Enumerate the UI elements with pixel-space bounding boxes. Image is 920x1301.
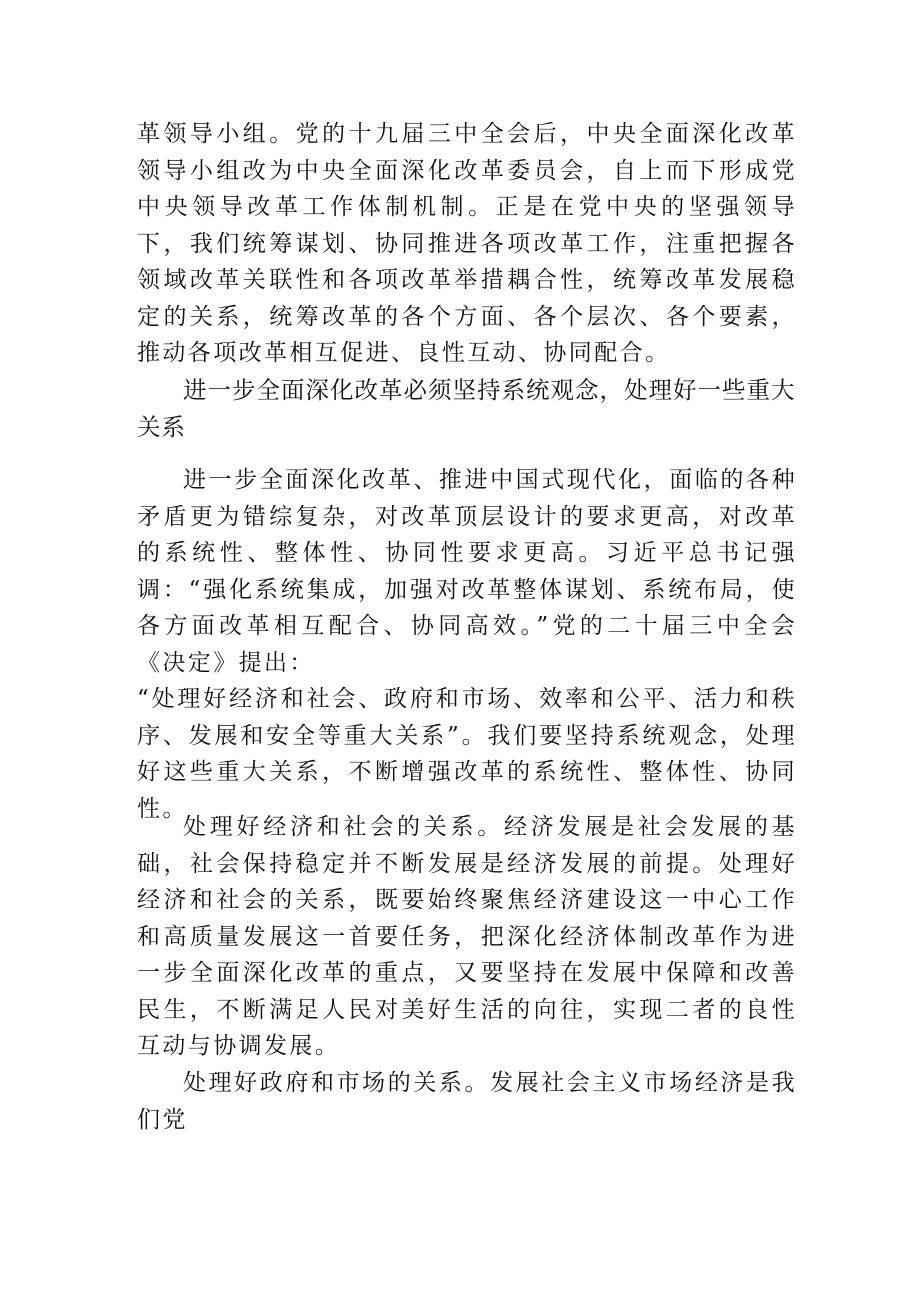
paragraph-economy-society: 处理好经济和社会的关系。经济发展是社会发展的基础，社会保持稳定并不断发展是经济发展的前提。处理好经济和社会的关系，既要始终聚焦经济建设这一中心工作和高质量发展这一首要任务，把深化经济体制改革作为进一步全面深化改革的重点，又要坚持在发展中保障和改善民生，不断满足人民对美好生活的向往，实现二者的良性互动与协调发展。 [137,814,797,1059]
paragraph-government-market: 处理好政府和市场的关系。发展社会主义市场经济是我们党 [137,1070,797,1133]
paragraph-continuation: 革领导小组。党的十九届三中全会后，中央全面深化改革领导小组改为中央全面深化改革委员会，自上而下形成党中央领导改革工作体制机制。正是在党中央的坚强领导下，我们统筹谋划、协同推进各项改革工作，注重把握各领域改革关联性和各项改革举措耦合性，统筹改革发展稳定的关系，统筹改革的各个方面、各个层次、各个要素，推动各项改革相互促进、良性互动、协同配合。 [137,121,797,366]
paragraph-quote: “处理好经济和社会、政府和市场、效率和公平、活力和秩序、发展和安全等重大关系”。我们要坚持系统观念，处理好这些重大关系，不断增强改革的系统性、整体性、协同性。 [137,686,797,822]
paragraph-intro: 进一步全面深化改革、推进中国式现代化，面临的各种矛盾更为错综复杂，对改革顶层设计的要求更高，对改革的系统性、整体性、协同性要求更高。习近平总书记强调：“强化系统集成，加强对改革整体谋划、系统布局，使各方面改革相互配合、协同高效。”党的二十届三中全会《决定》提出： [137,467,797,676]
section-heading: 进一步全面深化改革必须坚持系统观念，处理好一些重大关系 [137,376,796,441]
